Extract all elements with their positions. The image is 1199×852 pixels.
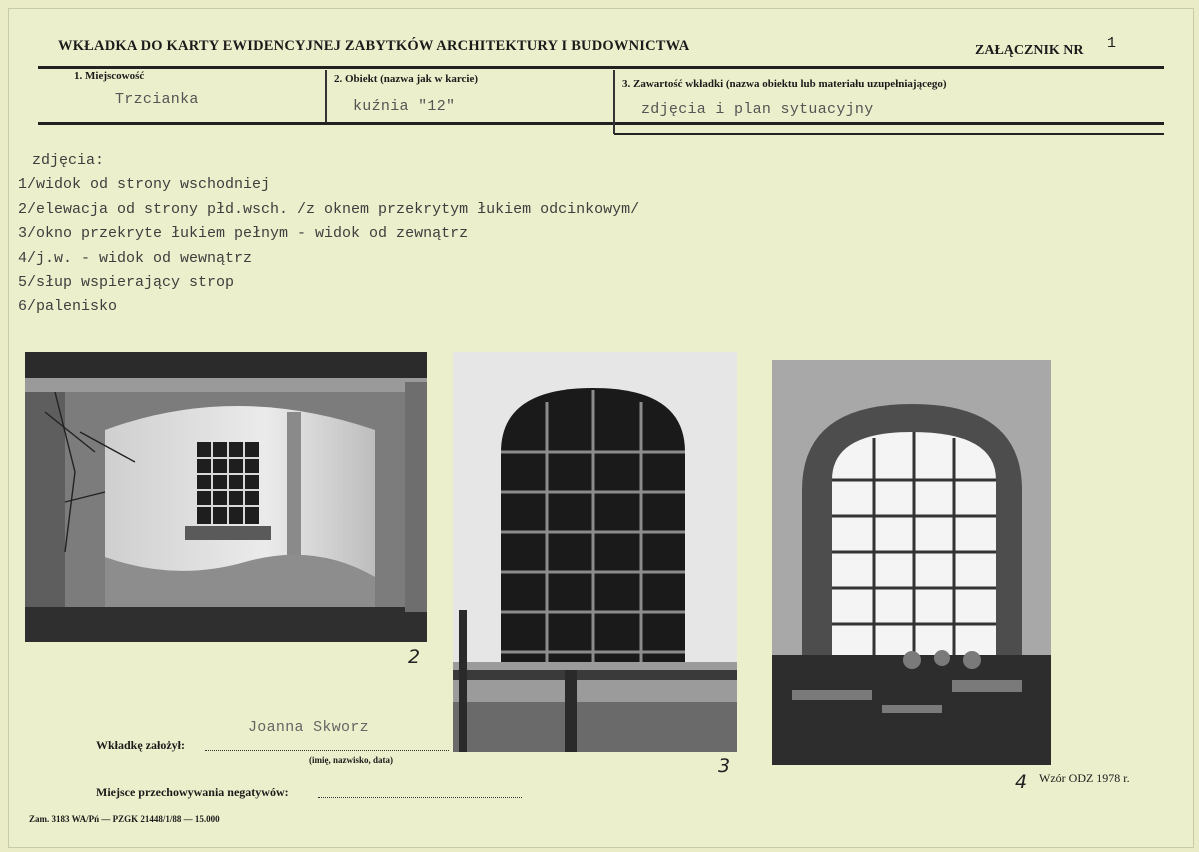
attachment-number: 1 bbox=[1107, 35, 1117, 52]
list-item: 3/okno przekryte łukiem pełnym - widok od zewnątrz bbox=[18, 225, 469, 243]
list-item: 4/j.w. - widok od wewnątrz bbox=[18, 249, 253, 267]
photo-window-exterior bbox=[453, 352, 737, 752]
negatives-label: Miejsce przechowywania negatywów: bbox=[96, 785, 289, 799]
created-by-label: Wkładkę założył: bbox=[96, 738, 185, 752]
header-rule-right bbox=[614, 133, 1164, 135]
photo-number-3: 3 bbox=[718, 755, 731, 777]
photo-number-2: 2 bbox=[408, 646, 421, 668]
object-label: 2. Obiekt (nazwa jak w karcie) bbox=[334, 73, 479, 85]
form-title: WKŁADKA DO KARTY EWIDENCYJNEJ ZABYTKÓW ARCHITEKTURY I BUDOWNICTWA bbox=[58, 38, 690, 54]
photo-number-4: 4 bbox=[1015, 771, 1028, 793]
attachment-label: ZAŁĄCZNIK NR bbox=[975, 43, 1084, 58]
created-by-line bbox=[205, 750, 449, 751]
print-order: Zam. 3183 WA/Pń — PZGK 21448/1/88 — 15.000 bbox=[29, 814, 220, 824]
field-divider-2 bbox=[613, 70, 615, 134]
place-value: Trzcianka bbox=[115, 91, 199, 108]
content-label: 3. Zawartość wkładki (nazwa obiektu lub materiału uzupełniającego) bbox=[622, 78, 947, 90]
created-by-caption: (imię, nazwisko, data) bbox=[309, 755, 393, 765]
content-value: zdjęcia i plan sytuacyjny bbox=[641, 101, 874, 118]
header-rule-bottom bbox=[38, 122, 1164, 125]
photo-window-interior bbox=[772, 360, 1051, 765]
list-item: 1/widok od strony wschodniej bbox=[18, 176, 271, 194]
photo-list bbox=[18, 149, 639, 320]
negatives-line bbox=[318, 797, 522, 798]
place-label: 1. Miejscowość bbox=[74, 70, 145, 82]
list-item: 6/palenisko bbox=[18, 298, 118, 316]
list-item: 5/słup wspierający strop bbox=[18, 274, 235, 292]
field-divider-1 bbox=[325, 70, 327, 122]
list-item: 2/elewacja od strony płd.wsch. /z oknem przekrytym łukiem odcinkowym/ bbox=[18, 200, 640, 218]
header-rule-top bbox=[38, 66, 1164, 69]
photo-list-heading: zdjęcia: bbox=[32, 152, 105, 169]
object-value: kuźnia "12" bbox=[353, 98, 456, 115]
form-model: Wzór ODZ 1978 r. bbox=[1039, 771, 1130, 785]
created-by-value: Joanna Skworz bbox=[248, 719, 369, 736]
photo-facade bbox=[25, 352, 427, 642]
